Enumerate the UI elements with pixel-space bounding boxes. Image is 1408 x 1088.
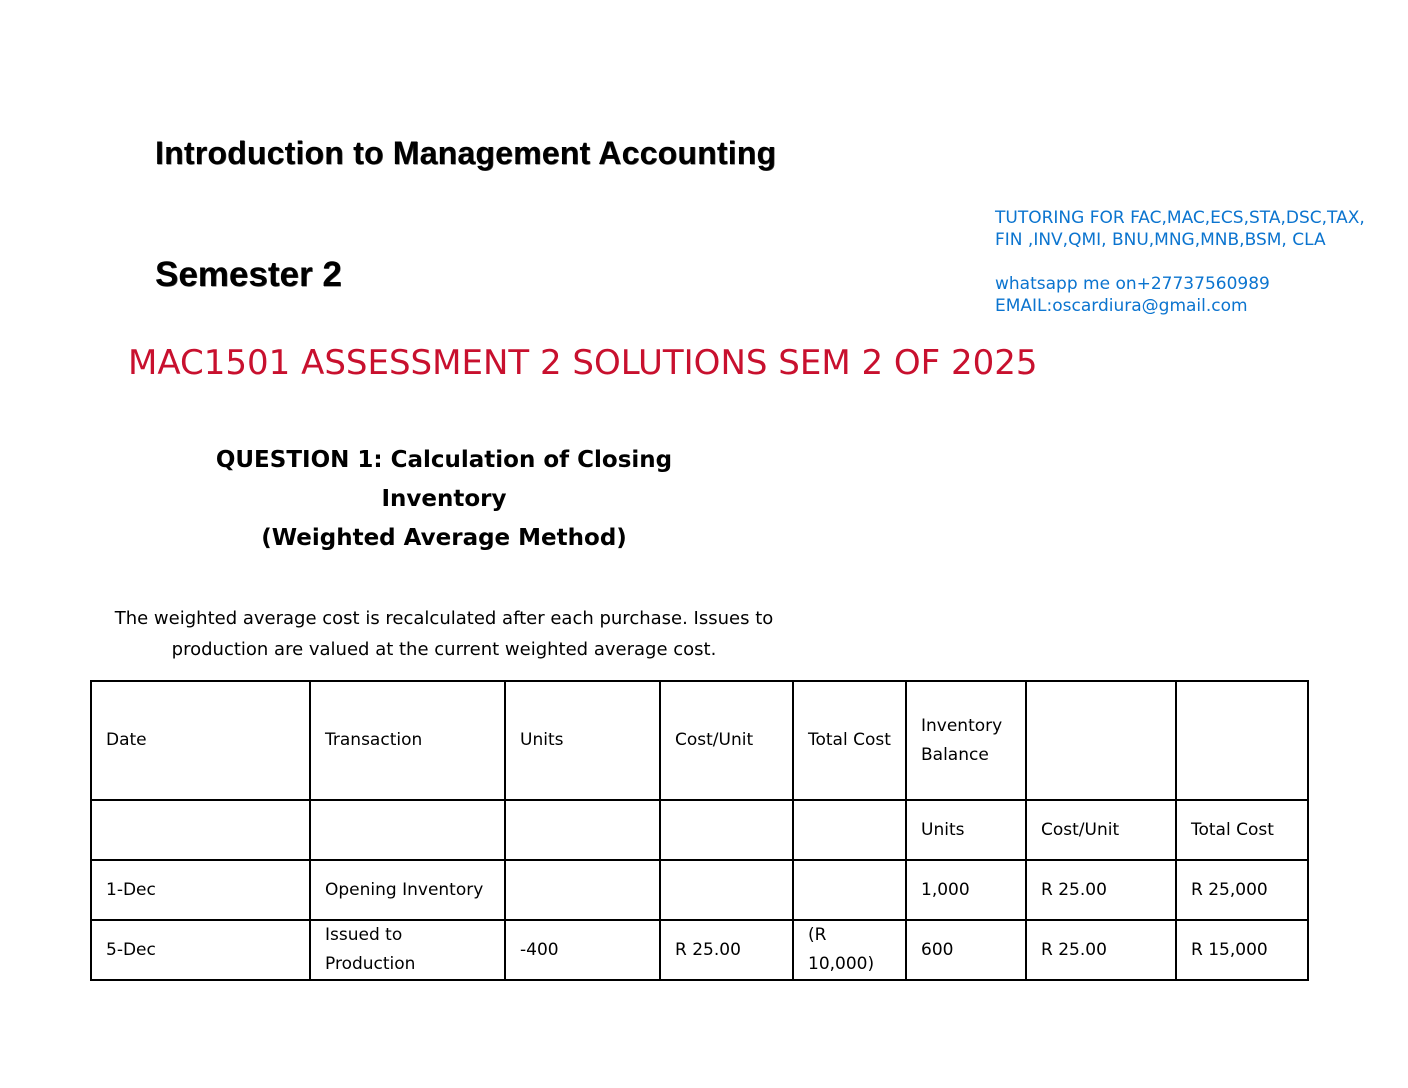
table-cell: 1,000 <box>906 860 1026 920</box>
subheader-cell <box>660 800 793 860</box>
header-cell <box>1026 681 1176 800</box>
promo-line: TUTORING FOR FAC,MAC,ECS,STA,DSC,TAX, <box>995 208 1365 228</box>
table-subheader-row <box>91 800 1308 860</box>
table-row <box>91 920 1308 980</box>
table-cell: 5-Dec <box>91 920 310 980</box>
header-cell: Date <box>91 681 310 800</box>
table-cell <box>505 860 660 920</box>
header-cell: Transaction <box>310 681 505 800</box>
header-cell: Total Cost <box>793 681 906 800</box>
table-cell <box>660 860 793 920</box>
header-cell <box>1176 681 1308 800</box>
promo-whatsapp: whatsapp me on+27737560989 <box>995 274 1270 294</box>
table-row <box>91 860 1308 920</box>
intro-paragraph <box>104 603 784 665</box>
inventory-table <box>90 680 1309 981</box>
intro-line: The weighted average cost is recalculated after each purchase. Issues to <box>114 608 774 629</box>
question-title <box>154 441 734 558</box>
assessment-title: MAC1501 ASSESSMENT 2 SOLUTIONS SEM 2 OF 2025 <box>128 343 1038 383</box>
subheader-cell <box>793 800 906 860</box>
header-cell: Cost/Unit <box>660 681 793 800</box>
table-cell: Issued to Production <box>310 920 505 980</box>
tutoring-promo <box>995 207 1365 317</box>
subheader-cell <box>505 800 660 860</box>
table-cell: (R 10,000) <box>793 920 906 980</box>
table-cell: R 25.00 <box>660 920 793 980</box>
promo-line: FIN ,INV,QMI, BNU,MNG,MNB,BSM, CLA <box>995 230 1326 250</box>
table-cell: -400 <box>505 920 660 980</box>
table-header-row <box>91 681 1308 800</box>
table-cell: R 25,000 <box>1176 860 1308 920</box>
subheader-cell: Cost/Unit <box>1026 800 1176 860</box>
question-line: (Weighted Average Method) <box>261 525 627 551</box>
table-cell: R 25.00 <box>1026 920 1176 980</box>
table-cell: Opening Inventory <box>310 860 505 920</box>
subheader-cell <box>310 800 505 860</box>
intro-line: production are valued at the current weighted average cost. <box>171 639 717 660</box>
table-cell: R 25.00 <box>1026 860 1176 920</box>
table-cell: 1-Dec <box>91 860 310 920</box>
promo-email: EMAIL:oscardiura@gmail.com <box>995 296 1248 316</box>
subheader-cell: Total Cost <box>1176 800 1308 860</box>
header-cell: Units <box>505 681 660 800</box>
subheader-cell: Units <box>906 800 1026 860</box>
table-cell: 600 <box>906 920 1026 980</box>
subheader-cell <box>91 800 310 860</box>
table-cell <box>793 860 906 920</box>
semester-heading: Semester 2 <box>155 255 342 294</box>
course-title: Introduction to Management Accounting <box>155 135 777 171</box>
question-line: QUESTION 1: Calculation of Closing Inventory <box>215 447 673 512</box>
header-cell: Inventory Balance <box>906 681 1026 800</box>
table-cell: R 15,000 <box>1176 920 1308 980</box>
